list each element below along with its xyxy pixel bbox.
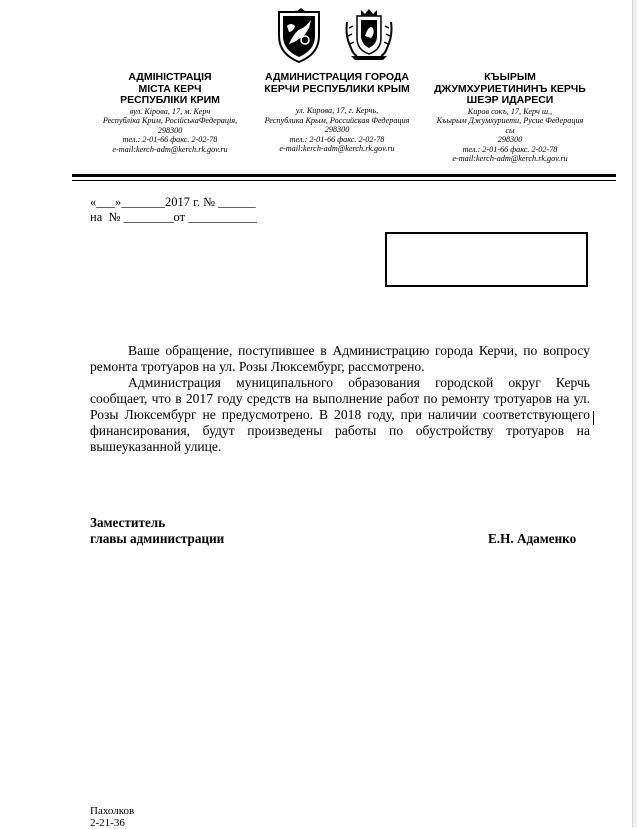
signatory-title-line1: Заместитель	[90, 515, 166, 530]
executor-phone: 2-21-36	[90, 817, 125, 829]
outgoing-reference-line[interactable]: «___»_______2017 г. № ______	[90, 195, 256, 209]
address-line: тел.: 2-01-66 факс. 2-02-78	[289, 134, 385, 144]
address-line: Республіка Крим, РосійськаФедерація,	[102, 116, 238, 126]
address-line: тел.: 2-01-66 факс. 2-02-78	[122, 135, 218, 145]
org-name-line: РЕСПУБЛІКИ КРИМ	[120, 94, 220, 106]
header-crimean-tatar	[425, 72, 595, 164]
address-line: сы	[505, 125, 515, 135]
org-name-line: ШЕЭР ИДАРЕСИ	[466, 94, 554, 106]
address-line: 298300	[497, 135, 523, 145]
header-divider-thin	[72, 180, 616, 181]
text-cursor	[593, 411, 594, 425]
executor-name: Пахолков	[90, 805, 135, 817]
org-name-line: АДМІНІСТРАЦІЯ	[128, 71, 212, 83]
address-line: 298300	[324, 125, 350, 135]
org-name-line: ДЖУМХУРИЕТИНИНЪ КЕРЧЬ	[434, 82, 586, 95]
body-paragraph: Ваше обращение, поступившее в Администрацию города Керчи, по вопросу ремонта тротуаров на ул. Розы Люксембург, рассмотрено.	[90, 343, 590, 374]
org-name-line: МІСТА КЕРЧ	[138, 82, 202, 95]
address-line: Республика Крым, Российская Федерация	[264, 115, 410, 125]
email-line: e-mail:kerch-adm@kerch.rk.gov.ru	[112, 144, 228, 154]
page-edge	[632, 0, 637, 827]
address-line: Къырым Джумхуриети, Русие Федерация	[436, 116, 584, 126]
address-line: Киров сокъ, 17, Керч ш.,	[467, 106, 553, 116]
body-paragraph-text: Администрация муниципального образования городской округ Керчь сообщает, что в 2017 году средств на выполнение работ по ремонту тротуаров на ул. Розы Люксембург не предусмотрено. В 2018 году, при наличии соответствующего финансирования, будут произведены работы по обустройству тротуаров на вышеуказанной улице.	[90, 375, 590, 454]
org-name-line: КЕРЧИ РЕСПУБЛИКИ КРЫМ	[264, 82, 410, 95]
crimea-coat-of-arms-icon	[275, 6, 323, 64]
body-paragraph	[90, 375, 590, 455]
address-line: 298300	[157, 125, 183, 135]
signatory-name: Е.Н. Адаменко	[488, 531, 577, 546]
org-name-line: АДМИНИСТРАЦИЯ ГОРОДА	[265, 71, 409, 83]
header-divider-thick	[72, 174, 616, 177]
email-line: e-mail:kerch-adm@kerch.rk.gov.ru	[452, 154, 568, 164]
incoming-reference-line[interactable]: на № ________от ___________	[90, 210, 257, 224]
address-line: вул. Кірова, 17, м. Керч	[129, 106, 211, 116]
signatory-title-line2: главы администрации	[90, 531, 225, 546]
address-line: тел.: 2-01-66 факс. 2-02-78	[462, 144, 558, 154]
header-ukrainian	[92, 72, 248, 154]
org-name-line: КЪЫРЫМ	[484, 71, 536, 83]
addressee-box[interactable]	[385, 232, 588, 287]
email-line: e-mail:kerch-adm@kerch.rk.gov.ru	[279, 144, 395, 154]
letter-body[interactable]	[90, 343, 590, 455]
address-line: ул. Кирова, 17, г. Керчь,	[295, 106, 379, 115]
header-russian	[258, 72, 416, 154]
kerch-coat-of-arms-icon	[343, 6, 395, 62]
